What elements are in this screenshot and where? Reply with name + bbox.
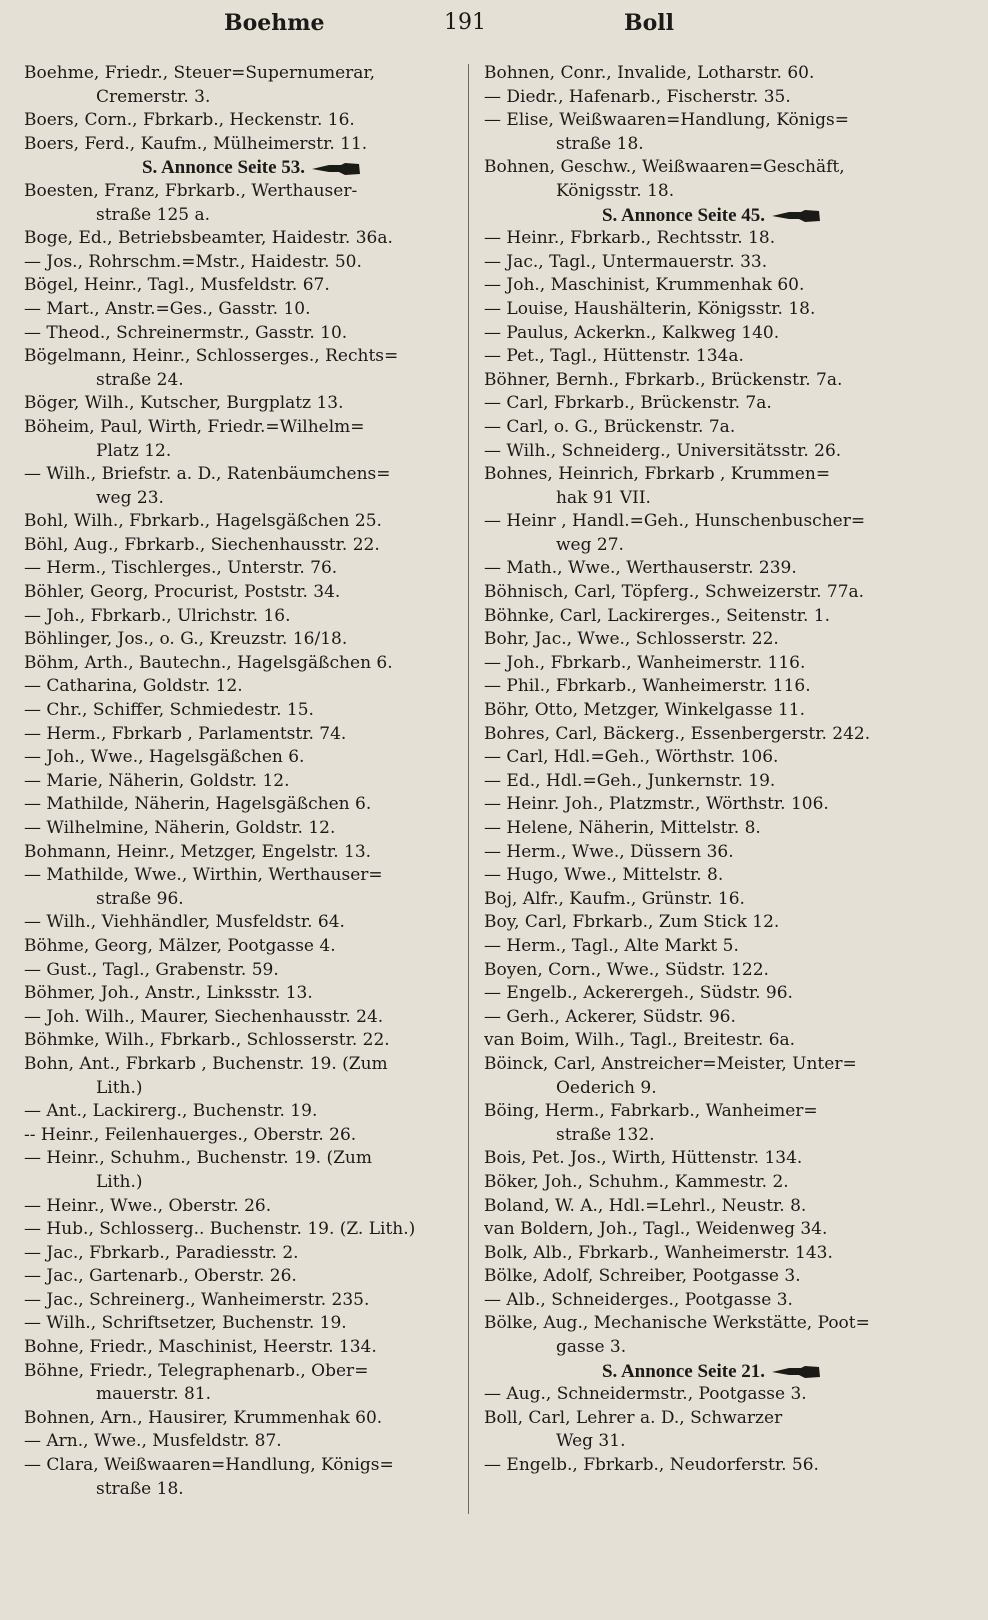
directory-entry: — Carl, Hdl.=Geh., Wörthstr. 106. (484, 747, 779, 768)
annonce-text: S. Annonce Seite 21. (601, 1360, 766, 1382)
directory-entry: Bögelmann, Heinr., Schlosserges., Rechts= (24, 346, 399, 367)
directory-entry: Böinck, Carl, Anstreicher=Meister, Unter= (484, 1053, 857, 1074)
directory-entry: — Jac., Gartenarb., Oberstr. 26. (24, 1266, 297, 1287)
entry-continuation: hak 91 VII. (556, 487, 651, 508)
entry-continuation: Lith.) (96, 1077, 143, 1098)
directory-entry: Bohres, Carl, Bäckerg., Essenbergerstr. 242. (484, 723, 871, 744)
directory-entry: — Joh. Wilh., Maurer, Siechenhausstr. 24. (24, 1006, 384, 1027)
entry-continuation: Cremerstr. 3. (96, 86, 211, 107)
annonce-reference (484, 1360, 939, 1384)
pointing-hand-icon (771, 209, 821, 223)
directory-entry: — Heinr , Handl.=Geh., Hunschenbuscher= (484, 511, 866, 532)
directory-entry: Böhne, Friedr., Telegraphenarb., Ober= (24, 1360, 369, 1381)
entry-continuation: straße 18. (96, 1478, 184, 1499)
directory-entry: — Herm., Fbrkarb , Parlamentstr. 74. (24, 723, 347, 744)
directory-entry: Bögel, Heinr., Tagl., Musfeldstr. 67. (24, 275, 330, 296)
directory-entry: — Herm., Tagl., Alte Markt 5. (484, 935, 739, 956)
annonce-reference (24, 156, 479, 180)
directory-entry: — Aug., Schneidermstr., Pootgasse 3. (484, 1384, 807, 1405)
directory-entry: — Heinr., Fbrkarb., Rechtsstr. 18. (484, 228, 776, 249)
entry-continuation: mauerstr. 81. (96, 1384, 212, 1405)
directory-entry: — Engelb., Ackerergeh., Südstr. 96. (484, 983, 793, 1004)
directory-entry: Bohl, Wilh., Fbrkarb., Hagelsgäßchen 25. (24, 511, 382, 532)
entry-continuation: gasse 3. (556, 1337, 627, 1358)
directory-entry: Bohne, Friedr., Maschinist, Heerstr. 134. (24, 1337, 377, 1358)
directory-entry: — Hub., Schlosserg.. Buchenstr. 19. (Z. Lith.) (24, 1219, 416, 1240)
directory-entry: Böhlinger, Jos., o. G., Kreuzstr. 16/18. (24, 629, 348, 650)
directory-entry: — Engelb., Fbrkarb., Neudorferstr. 56. (484, 1455, 819, 1476)
directory-entry: — Elise, Weißwaaren=Handlung, Königs= (484, 110, 849, 131)
entry-continuation: Oederich 9. (556, 1077, 657, 1098)
directory-entry: Bois, Pet. Jos., Wirth, Hüttenstr. 134. (484, 1148, 803, 1169)
directory-entry: Bohmann, Heinr., Metzger, Engelstr. 13. (24, 841, 372, 862)
entry-continuation: Weg 31. (556, 1431, 626, 1452)
directory-entry: — Wilh., Briefstr. a. D., Ratenbäumchens= (24, 464, 391, 485)
left-column (24, 62, 479, 1501)
directory-entry: — Jac., Schreinerg., Wanheimerstr. 235. (24, 1289, 370, 1310)
pointing-hand-icon (771, 1365, 821, 1379)
directory-entry: — Jac., Fbrkarb., Paradiesstr. 2. (24, 1242, 299, 1263)
directory-entry: Boehme, Friedr., Steuer=Supernumerar, (24, 63, 376, 83)
directory-entry: Böger, Wilh., Kutscher, Burgplatz 13. (24, 393, 344, 414)
directory-entry: Böhm, Arth., Bautechn., Hagelsgäßchen 6. (24, 652, 393, 673)
directory-entry: — Arn., Wwe., Musfeldstr. 87. (24, 1431, 282, 1452)
column-divider (468, 64, 469, 1514)
directory-entry: — Heinr. Joh., Platzmstr., Wörthstr. 106. (484, 794, 829, 815)
directory-entry: van Boldern, Joh., Tagl., Weidenweg 34. (484, 1219, 828, 1240)
directory-entry: Böhr, Otto, Metzger, Winkelgasse 11. (484, 700, 805, 721)
directory-entry: Boyen, Corn., Wwe., Südstr. 122. (484, 959, 769, 980)
directory-entry: — Heinr., Schuhm., Buchenstr. 19. (Zum (24, 1148, 372, 1169)
directory-entry: Boers, Corn., Fbrkarb., Heckenstr. 16. (24, 110, 355, 131)
directory-entry: — Jac., Tagl., Untermauerstr. 33. (484, 251, 768, 272)
directory-entry: — Louise, Haushälterin, Königsstr. 18. (484, 298, 816, 319)
annonce-reference (484, 204, 939, 228)
directory-entry: — Hugo, Wwe., Mittelstr. 8. (484, 865, 724, 886)
directory-entry: Boers, Ferd., Kaufm., Mülheimerstr. 11. (24, 133, 368, 154)
directory-entry: Boland, W. A., Hdl.=Lehrl., Neustr. 8. (484, 1195, 807, 1216)
directory-entry: Bohnen, Geschw., Weißwaaren=Geschäft, (484, 157, 845, 178)
entry-continuation: straße 132. (556, 1124, 655, 1145)
directory-entry: Bohr, Jac., Wwe., Schlosserstr. 22. (484, 629, 779, 650)
directory-entry: — Joh., Maschinist, Krummenhak 60. (484, 275, 805, 296)
header-first-name: Boehme (224, 10, 325, 36)
directory-entry: — Wilhelmine, Näherin, Goldstr. 12. (24, 818, 336, 838)
directory-entry: Boge, Ed., Betriebsbeamter, Haidestr. 36a. (24, 228, 393, 249)
directory-entry: — Heinr., Wwe., Oberstr. 26. (24, 1195, 272, 1216)
directory-entry: — Theod., Schreinermstr., Gasstr. 10. (24, 322, 348, 343)
directory-entry: — Alb., Schneiderges., Pootgasse 3. (484, 1289, 793, 1310)
entry-continuation: straße 24. (96, 369, 184, 390)
directory-entry: Böhmke, Wilh., Fbrkarb., Schlosserstr. 22. (24, 1030, 390, 1051)
directory-entry: Böhme, Georg, Mälzer, Pootgasse 4. (24, 935, 336, 956)
entry-continuation: weg 23. (96, 487, 164, 508)
directory-entry: — Jos., Rohrschm.=Mstr., Haidestr. 50. (24, 251, 362, 272)
directory-entry: Böker, Joh., Schuhm., Kammestr. 2. (484, 1171, 789, 1192)
directory-entry: — Herm., Tischlerges., Unterstr. 76. (24, 558, 338, 579)
running-header (0, 10, 988, 44)
directory-entry: — Math., Wwe., Werthauserstr. 239. (484, 558, 797, 579)
right-column (484, 62, 939, 1478)
entry-continuation: Lith.) (96, 1171, 143, 1192)
directory-entry: — Diedr., Hafenarb., Fischerstr. 35. (484, 86, 791, 107)
directory-entry: — Carl, Fbrkarb., Brückenstr. 7a. (484, 393, 772, 414)
directory-entry: Bölke, Aug., Mechanische Werkstätte, Poot= (484, 1313, 870, 1334)
annonce-text: S. Annonce Seite 53. (141, 157, 306, 179)
entry-continuation: Platz 12. (96, 440, 172, 461)
directory-entry: Bohnen, Conr., Invalide, Lotharstr. 60. (484, 63, 815, 83)
directory-entry: Boll, Carl, Lehrer a. D., Schwarzer (484, 1407, 783, 1428)
directory-entry: Bohnes, Heinrich, Fbrkarb , Krummen= (484, 464, 831, 485)
directory-entry: — Mart., Anstr.=Ges., Gasstr. 10. (24, 298, 311, 319)
directory-entry: — Joh., Fbrkarb., Ulrichstr. 16. (24, 605, 291, 626)
directory-entry: — Wilh., Viehhändler, Musfeldstr. 64. (24, 912, 345, 933)
directory-entry: -- Heinr., Feilenhauerges., Oberstr. 26. (24, 1124, 357, 1145)
directory-entry: — Carl, o. G., Brückenstr. 7a. (484, 416, 736, 437)
directory-entry: — Paulus, Ackerkn., Kalkweg 140. (484, 322, 780, 343)
directory-entry: Böheim, Paul, Wirth, Friedr.=Wilhelm= (24, 416, 365, 437)
directory-entry: Böhmer, Joh., Anstr., Linksstr. 13. (24, 983, 313, 1004)
entry-continuation: straße 96. (96, 888, 184, 909)
directory-entry: — Mathilde, Näherin, Hagelsgäßchen 6. (24, 794, 372, 815)
page-number: 191 (444, 10, 486, 35)
entry-continuation: straße 18. (556, 133, 644, 154)
directory-entry: — Wilh., Schriftsetzer, Buchenstr. 19. (24, 1313, 347, 1334)
directory-entry: Böhnke, Carl, Lackirerges., Seitenstr. 1. (484, 605, 831, 626)
annonce-text: S. Annonce Seite 45. (601, 204, 766, 226)
directory-entry: — Ant., Lackirerg., Buchenstr. 19. (24, 1101, 318, 1122)
directory-entry: — Clara, Weißwaaren=Handlung, Königs= (24, 1455, 394, 1476)
directory-entry: — Ed., Hdl.=Geh., Junkernstr. 19. (484, 770, 776, 791)
directory-entry: — Gerh., Ackerer, Südstr. 96. (484, 1006, 736, 1027)
entry-continuation: weg 27. (556, 534, 624, 555)
directory-entry: Bohnen, Arn., Hausirer, Krummenhak 60. (24, 1407, 383, 1428)
directory-entry: Bolk, Alb., Fbrkarb., Wanheimerstr. 143. (484, 1242, 833, 1263)
directory-entry: — Gust., Tagl., Grabenstr. 59. (24, 959, 279, 980)
directory-entry: Boy, Carl, Fbrkarb., Zum Stick 12. (484, 912, 780, 933)
directory-entry: Böhnisch, Carl, Töpferg., Schweizerstr. 77a. (484, 582, 865, 603)
entry-continuation: Königsstr. 18. (556, 180, 675, 201)
directory-entry: — Joh., Wwe., Hagelsgäßchen 6. (24, 747, 305, 768)
directory-entry: — Marie, Näherin, Goldstr. 12. (24, 770, 290, 791)
directory-entry: Bölke, Adolf, Schreiber, Pootgasse 3. (484, 1266, 801, 1287)
directory-entry: — Joh., Fbrkarb., Wanheimerstr. 116. (484, 652, 806, 673)
directory-entry: Böhl, Aug., Fbrkarb., Siechenhausstr. 22. (24, 534, 380, 555)
entry-continuation: straße 125 a. (96, 204, 211, 225)
directory-entry: Boesten, Franz, Fbrkarb., Werthauser- (24, 180, 358, 201)
directory-entry: Böhler, Georg, Procurist, Poststr. 34. (24, 582, 341, 603)
directory-entry: — Phil., Fbrkarb., Wanheimerstr. 116. (484, 676, 811, 697)
directory-entry: Böing, Herm., Fabrkarb., Wanheimer= (484, 1101, 818, 1122)
directory-entry: — Wilh., Schneiderg., Universitätsstr. 26. (484, 440, 842, 461)
directory-entry: — Mathilde, Wwe., Wirthin, Werthauser= (24, 865, 383, 886)
directory-entry: Böhner, Bernh., Fbrkarb., Brückenstr. 7a. (484, 369, 843, 390)
directory-entry: — Herm., Wwe., Düssern 36. (484, 841, 734, 862)
directory-entry: Bohn, Ant., Fbrkarb , Buchenstr. 19. (Zum (24, 1053, 388, 1074)
directory-entry: — Chr., Schiffer, Schmiedestr. 15. (24, 700, 314, 721)
header-last-name: Boll (624, 10, 674, 36)
directory-entry: — Pet., Tagl., Hüttenstr. 134a. (484, 346, 744, 367)
directory-entry: Boj, Alfr., Kaufm., Grünstr. 16. (484, 888, 745, 909)
directory-entry: van Boim, Wilh., Tagl., Breitestr. 6a. (484, 1030, 796, 1051)
pointing-hand-icon (311, 162, 361, 176)
directory-entry: — Catharina, Goldstr. 12. (24, 676, 243, 697)
directory-entry: — Helene, Näherin, Mittelstr. 8. (484, 818, 761, 838)
